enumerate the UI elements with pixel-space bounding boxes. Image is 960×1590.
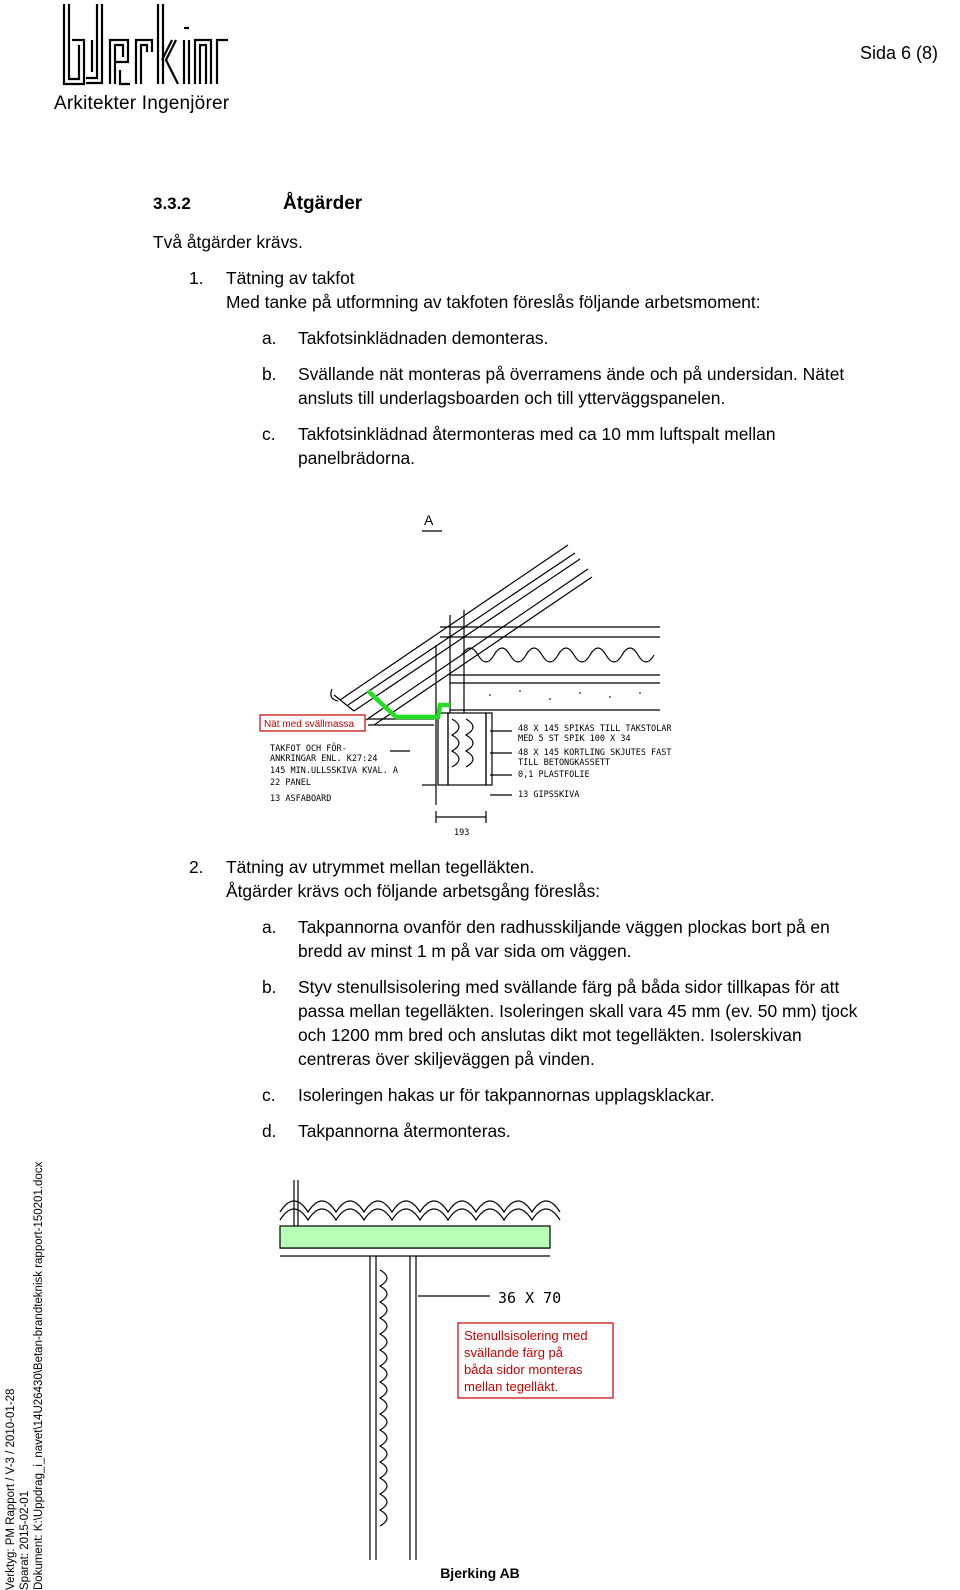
drawing-label: ANKRINGAR ENL. K27:24 (270, 754, 378, 764)
mesh-label: Nät med svällmassa (264, 719, 355, 730)
company-logo (60, 0, 230, 90)
drawing-label: MED 5 ST SPIK 100 X 34 (518, 734, 631, 744)
insulation-label: mellan tegelläkt. (464, 1379, 558, 1394)
insulation-label: båda sidor monteras (464, 1362, 583, 1377)
step-text: Takfotsinklädnaden demonteras. (298, 328, 549, 348)
item-title: Tätning av utrymmet mellan tegelläkten. (226, 857, 535, 877)
step-marker: b. (262, 977, 277, 997)
step-text: Takfotsinklädnad återmonteras med ca 10 mm luftspalt mellan (298, 424, 776, 444)
drawing-label: 0,1 PLASTFOLIE (518, 770, 590, 780)
step-text: Isoleringen hakas ur för takpannornas upplagsklackar. (298, 1085, 715, 1105)
step-marker: a. (262, 328, 277, 348)
item-lead: Med tanke på utformning av takfoten föreslås följande arbetsmoment: (226, 292, 761, 312)
item-number: 1. (189, 268, 204, 288)
document-metadata (4, 0, 52, 1590)
document-path: Dokument: K:\Uppdrag_i_navet\14U26430\Betan-brandteknisk rapport-150201.docx (33, 1161, 45, 1590)
step-text: och 1200 mm bred och anslutas dikt mot tegelläkten. Isolerskivan (298, 1025, 802, 1045)
drawing-label: 48 X 145 SPIKAS TILL TAKSTOLAR (518, 724, 672, 734)
dimension-label: 36 X 70 (498, 1289, 562, 1307)
footer-company: Bjerking AB (440, 1565, 520, 1581)
step-text: ansluts till underlagsboarden och till ytterväggspanelen. (298, 388, 726, 408)
eave-detail-drawing (250, 505, 710, 845)
drawing-label: 145 MIN.ULLSSKIVA KVAL. A (270, 766, 398, 776)
page-number: Sida 6 (8) (860, 43, 939, 63)
dimension-label: 193 (454, 828, 470, 838)
step-text: passa mellan tegelläkten. Isoleringen skall vara 45 mm (ev. 50 mm) tjock (298, 1001, 858, 1021)
step-text: Styv stenullsisolering med svällande färg på båda sidor tillkapas för att (298, 977, 840, 997)
step-text: Svällande nät monteras på överramens ände och på undersidan. Nätet (298, 364, 845, 384)
tool-info: Verktyg: PM Rapport / V-3 / 2010-01-28 (5, 1388, 17, 1590)
insulation-label: Stenullsisolering med (464, 1328, 588, 1343)
drawing-label: 22 PANEL (270, 778, 311, 788)
step-text: Takpannorna ovanför den radhusskiljande väggen plockas bort på en (298, 917, 830, 937)
item-title: Tätning av takfot (226, 268, 355, 288)
section-title: Åtgärder (283, 193, 363, 214)
step-text: panelbrädorna. (298, 448, 415, 468)
drawing-label: 13 GIPSSKIVA (518, 790, 580, 800)
logo-subtitle: Arkitekter Ingenjörer (54, 93, 230, 114)
step-text: bredd av minst 1 m på var sida om väggen. (298, 941, 632, 961)
section-intro: Två åtgärder krävs. (153, 232, 303, 252)
batten-section-drawing (250, 1170, 630, 1560)
section-marker: A (424, 512, 434, 528)
step-text: centreras över skiljeväggen på vinden. (298, 1049, 595, 1069)
item-lead: Åtgärder krävs och följande arbetsgång föreslås: (226, 881, 601, 901)
item-number: 2. (189, 857, 204, 877)
section-number: 3.3.2 (153, 194, 191, 213)
saved-info: Sparat: 2015-02-01 (19, 1490, 31, 1590)
step-marker: b. (262, 364, 277, 384)
drawing-label: TILL BETONGKASSETT (518, 758, 611, 768)
step-marker: c. (262, 1085, 276, 1105)
insulation-label: svällande färg på (464, 1345, 564, 1360)
step-marker: c. (262, 424, 276, 444)
step-text: Takpannorna återmonteras. (298, 1121, 511, 1141)
drawing-label: 13 ASFABOARD (270, 794, 332, 804)
step-marker: d. (262, 1121, 277, 1141)
drawing-label: 48 X 145 KORTLING SKJUTES FAST (518, 748, 672, 758)
step-marker: a. (262, 917, 277, 937)
drawing-label: TAKFOT OCH FÖR- (270, 744, 347, 754)
